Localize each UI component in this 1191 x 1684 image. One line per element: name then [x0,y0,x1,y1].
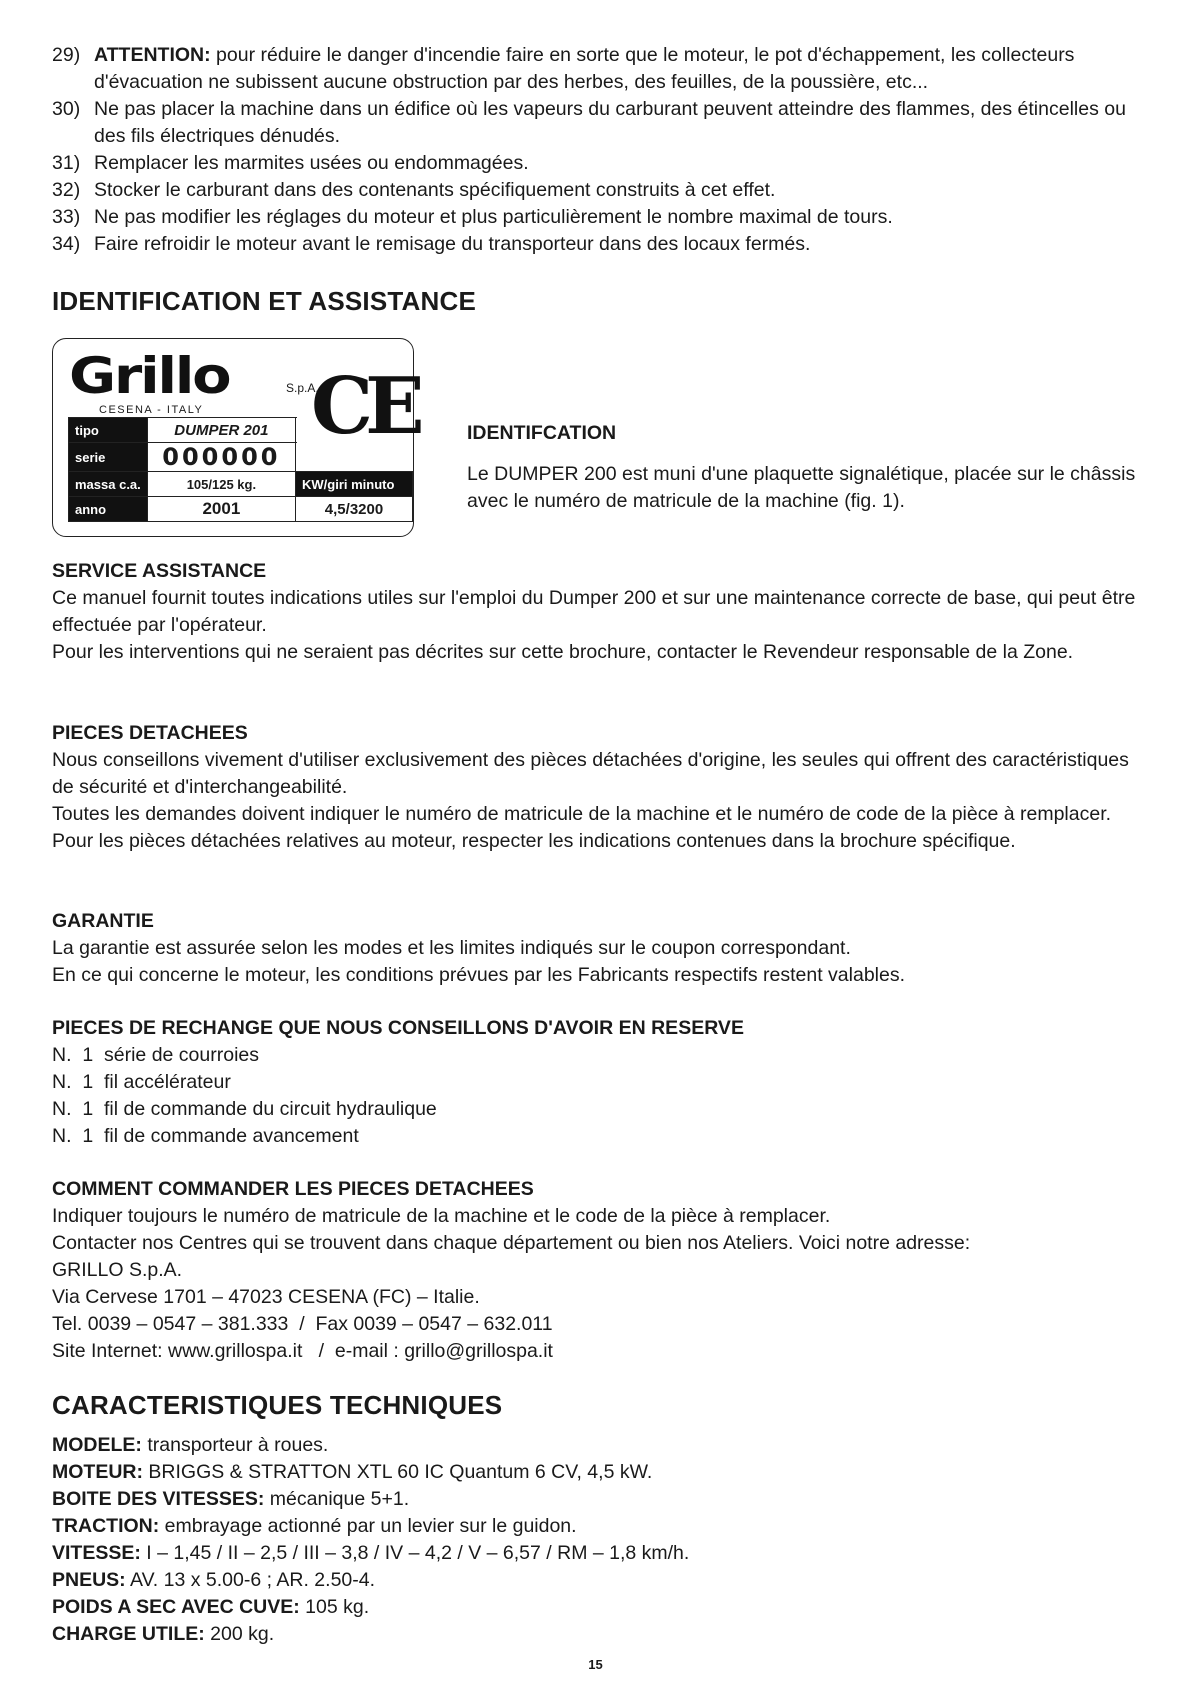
grillo-logo: Grillo [69,347,230,405]
list-item: 34) Faire refroidir le moteur avant le remisage du transporteur dans des locaux fermés. [52,233,811,255]
anno-label: anno [69,497,148,522]
page-number: 15 [588,1657,603,1672]
spec-row: CHARGE UTILE: 200 kg. [52,1623,275,1645]
identification-block [467,420,1147,515]
logo-city: CESENA - ITALY [99,404,204,416]
spec-row: MOTEUR: BRIGGS & STRATTON XTL 60 IC Quantum 6 CV, 4,5 kW. [52,1461,653,1483]
identification-title: IDENTIFCATION [467,422,617,444]
plate-table [68,417,413,522]
commander-block: COMMENT COMMANDER LES PIECES DETACHEES Indiquer toujours le numéro de matricule de la machine et le code de la pièce à remplacer. Contacter nos Centres qui se trouvent dans chaque département ou bien nos Ateliers. Voici notre adresse: GRILLO S.p.A. Via Cervese 1701 – 47023 CESENA (FC) – Italie. Tel. 0039 – 0547 – 381.333 / Fax 0039 – 0547 – 632.011 Site Internet: www.grillospa.it / e-mail : grillo@grillospa.it [52,1176,1142,1365]
rechange-title: PIECES DE RECHANGE QUE NOUS CONSEILLONS D'AVOIR EN RESERVE [52,1017,744,1039]
list-item: N. 1 série de courroies [52,1044,260,1066]
section-title-identification: IDENTIFICATION ET ASSISTANCE [52,286,477,316]
identification-text: Le DUMPER 200 est muni d'une plaquette signalétique, placée sur le châssis avec le numéro de matricule de la machine (fig. 1). [467,463,1136,512]
anno-value: 2001 [147,497,295,522]
garantie-block: GARANTIE La garantie est assurée selon les modes et les limites indiqués sur le coupon correspondant. En ce qui concerne le moteur, les conditions prévues par les Fabricants respectifs restent valables. [52,908,1142,989]
specs-block [52,1432,1142,1648]
section-title-caracteristiques: CARACTERISTIQUES TECHNIQUES [52,1390,503,1420]
spec-row: BOITE DES VITESSES: mécanique 5+1. [52,1488,410,1510]
list-item: N. 1 fil de commande du circuit hydraulique [52,1098,437,1120]
spec-row: VITESSE: I – 1,45 / II – 2,5 / III – 3,8 / IV – 4,2 / V – 6,57 / RM – 1,8 km/h. [52,1542,690,1564]
rechange-block [52,1015,1142,1150]
tipo-value: DUMPER 201 [147,418,295,443]
list-item: N. 1 fil de commande avancement [52,1125,359,1147]
list-item: 32) Stocker le carburant dans des contenants spécifiquement construits à cet effet. [52,179,776,201]
spec-row: PNEUS: AV. 13 x 5.00-6 ; AR. 2.50-4. [52,1569,376,1591]
service-title: SERVICE ASSISTANCE [52,560,267,582]
safety-list [52,42,1142,258]
pieces-block: PIECES DETACHEES Nous conseillons vivement d'utiliser exclusivement des pièces détachées d'origine, les seules qui offrent des caractéristiques de sécurité et d'interchangeabilité. Toutes les demandes doivent indiquer le numéro de matricule de la machine et le numéro de code de la pièce à remplacer. Pour les pièces détachées relatives au moteur, respecter les indications contenues dans la brochure spécifique. [52,720,1142,855]
spec-row: TRACTION: embrayage actionné par un levier sur le guidon. [52,1515,577,1537]
spec-row: MODELE: transporteur à roues. [52,1434,329,1456]
list-item: 30) Ne pas placer la machine dans un édifice où les vapeurs du carburant peuvent atteindre des flammes, des étincelles ou des fils électriques dénudés. [52,98,1126,147]
serie-label: serie [69,443,148,472]
identification-plate [52,338,417,537]
massa-label: massa c.a. [69,472,148,497]
logo-spa: S.p.A. [286,381,319,395]
pieces-title: PIECES DETACHEES [52,722,248,744]
list-item: N. 1 fil accélérateur [52,1071,231,1093]
list-item: 33) Ne pas modifier les réglages du moteur et plus particulièrement le nombre maximal de tours. [52,206,893,228]
garantie-title: GARANTIE [52,910,154,932]
ce-mark: CE [311,361,417,452]
tipo-label: tipo [69,418,148,443]
spec-row: POIDS A SEC AVEC CUVE: 105 kg. [52,1596,370,1618]
serie-value: 000000 [147,443,295,472]
massa-value: 105/125 kg. [147,472,295,497]
commander-title: COMMENT COMMANDER LES PIECES DETACHEES [52,1178,534,1200]
list-item: 31) Remplacer les marmites usées ou endommagées. [52,152,529,174]
service-block: SERVICE ASSISTANCE Ce manuel fournit toutes indications utiles sur l'emploi du Dumper 200 et sur une maintenance correcte de base, qui peut être effectuée par l'opérateur. Pour les interventions qui ne seraient pas décrites sur cette brochure, contacter le Revendeur responsable de la Zone. [52,558,1142,666]
kw-value: 4,5/3200 [296,497,413,522]
list-item: 29) ATTENTION: pour réduire le danger d'incendie faire en sorte que le moteur, le pot d'échappement, les collecteurs d'évacuation ne subissent aucune obstruction par des herbes, des feuilles, de la poussière, etc... [52,44,1075,93]
kw-label: KW/giri minuto [296,472,413,497]
